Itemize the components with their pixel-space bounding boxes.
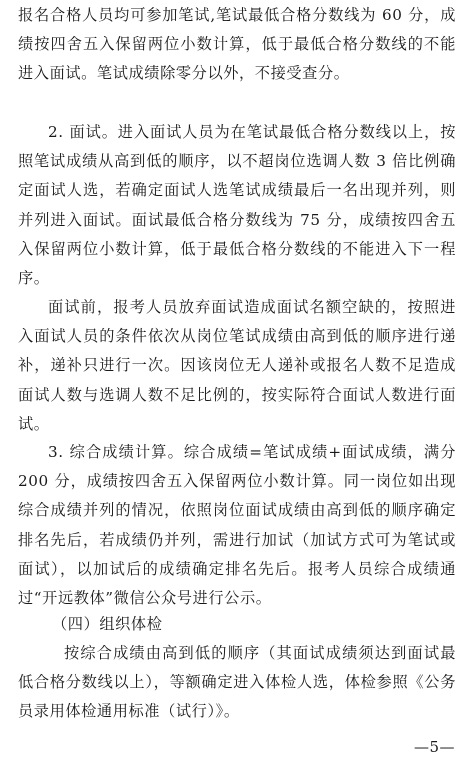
paragraph-physical-exam [18,639,456,727]
section-heading-physical-exam [18,610,456,639]
paragraph-composite-score [18,438,456,613]
paragraph-text: 3. 综合成绩计算。综合成绩=笔试成绩+面试成绩，满分 200 分，成绩按四舍五入保留两位小数计算。同一岗位如出现综合成绩并列的情况，依照岗位面试成绩由高到低的顺序确定排名先后，若成绩仍并列，需进行加试（加试方式可为笔试或面试），以加试后的成绩确定排名先后。报考人员综合成绩通过“开远教体”微信公众号进行公示。 [18,443,456,608]
paragraph-written-exam [18,1,456,89]
paragraph-interview [18,118,456,293]
paragraph-text: 报名合格人员均可参加笔试,笔试最低合格分数线为 60 分，成绩按四舍五入保留两位小数计算，低于最低合格分数线的不能进入面试。笔试成绩除零分以外，不接受查分。 [18,6,456,83]
paragraph-text: 按综合成绩由高到低的顺序（其面试成绩须达到面试最低合格分数线以上），等额确定进入体检人选，体检参照《公务员录用体检通用标准（试行）》。 [18,644,456,721]
heading-text: （四）组织体检 [52,615,163,633]
page-number: —5— [413,738,455,756]
paragraph-interview-substitution [18,293,456,439]
paragraph-text: 2. 面试。进入面试人员为在笔试最低合格分数线以上，按照笔试成绩从高到低的顺序，以不超岗位选调人数 3 倍比例确定面试人选，若确定面试人选笔试成绩最后一名出现并列，则并列进入面试。面试最低合格分数线为 75 分，成绩按四舍五入保留两位小数计算，低于最低合格分数线的不能进入下一程序。 [18,123,456,288]
paragraph-text: 面试前，报考人员放弃面试造成面试名额空缺的，按照进入面试人员的条件依次从岗位笔试成绩由高到低的顺序进行递补，递补只进行一次。因该岗位无人递补或报名人数不足造成面试人数与选调人数不足比例的，按实际符合面试人数进行面试。 [18,298,456,433]
